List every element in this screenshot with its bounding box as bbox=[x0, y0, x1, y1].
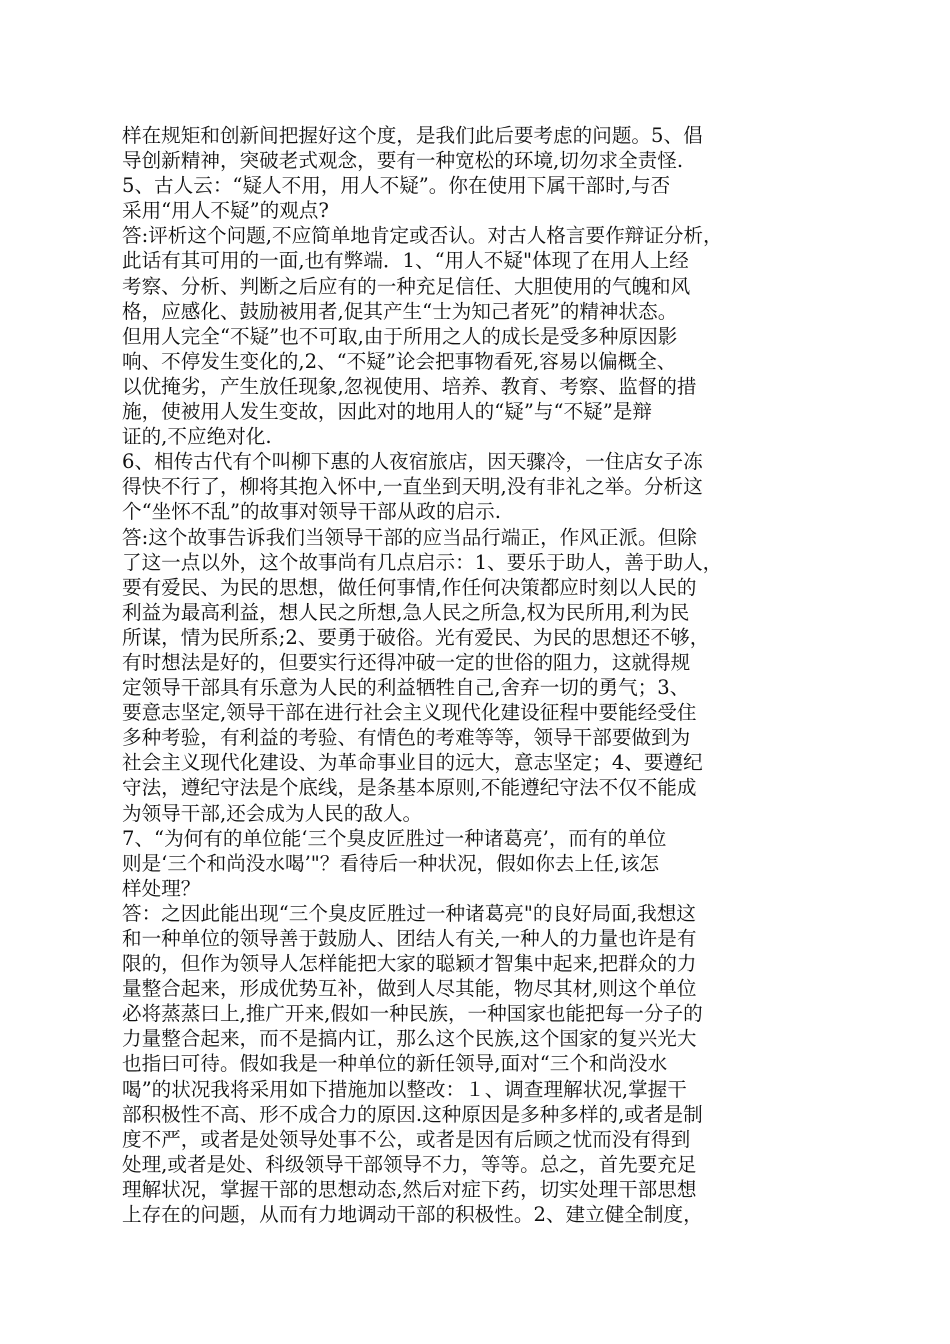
text-line: 格，应感化、鼓励被用者,促其产生“士为知己者死”的精神状态。 bbox=[122, 299, 678, 323]
text-line: 6、相传古代有个叫柳下惠的人夜宿旅店，因天骤冷，一住店女子冻 bbox=[122, 450, 703, 474]
text-line: 限的，但作为领导人怎样能把大家的聪颖才智集中起来,把群众的力 bbox=[122, 952, 697, 976]
document-body bbox=[122, 123, 834, 1227]
text-line: 度不严，或者是处领导处事不公，或者是因有后顾之忧而没有得到 bbox=[122, 1127, 691, 1151]
text-line: 多种考验，有利益的考验、有情色的考难等等，领导干部要做到为 bbox=[122, 726, 691, 750]
text-line: 利益为最高利益，想人民之所想,急人民之所急,权为民所用,利为民 bbox=[122, 600, 690, 624]
text-line: 了这一点以外，这个故事尚有几点启示：1、要乐于助人，善于助人， bbox=[122, 550, 723, 574]
text-line: 5、古人云：“疑人不用，用人不疑”。你在使用下属干部时,与否 bbox=[122, 174, 671, 198]
text-line: 考察、分析、判断之后应有的一种充足信任、大胆使用的气魄和风 bbox=[122, 274, 691, 298]
text-line: 7、“为何有的单位能‘三个臭皮匠胜过一种诸葛亮’，而有的单位 bbox=[122, 826, 667, 850]
text-line: 样处理？ bbox=[122, 876, 201, 900]
text-line: 处理,或者是处、科级领导干部领导不力，等等。总之，首先要充足 bbox=[122, 1152, 697, 1176]
text-line: 证的,不应绝对化. bbox=[122, 425, 272, 449]
text-line: 必将蒸蒸曰上,推广开来,假如一种民族，一种国家也能把每一分子的 bbox=[122, 1002, 703, 1026]
text-line: 答:这个故事告诉我们当领导干部的应当品行端正，作风正派。但除 bbox=[122, 525, 697, 549]
text-line: 理解状况，掌握干部的思想动态,然后对症下药，切实处理干部思想 bbox=[122, 1177, 697, 1201]
text-line: 得快不行了，柳将其抱入怀中,一直坐到天明,没有非礼之举。分析这 bbox=[122, 475, 703, 499]
text-line: 响、不停发生变化的,2、“不疑”论会把事物看死,容易以偏概全、 bbox=[122, 349, 677, 373]
text-line: 此话有其可用的一面,也有弊端．1、“用人不疑"体现了在用人上经 bbox=[122, 249, 689, 273]
text-line: 以优掩劣，产生放任现象,忽视使用、培养、教育、考察、监督的措 bbox=[122, 374, 697, 398]
text-line: 但用人完全“不疑”也不可取,由于所用之人的成长是受多种原因影 bbox=[122, 324, 678, 348]
text-line: 部积极性不高、形不成合力的原因.这种原因是多种多样的,或者是制 bbox=[122, 1102, 703, 1126]
text-line: 样在规矩和创新间把握好这个度，是我们此后要考虑的问题。5、倡 bbox=[122, 124, 703, 147]
text-line: 和一种单位的领导善于鼓励人、团结人有关,一种人的力量也许是有 bbox=[122, 927, 697, 950]
text-line: 答:评析这个问题,不应简单地肯定或否认。对古人格言要作辩证分析， bbox=[122, 224, 723, 248]
text-line: 为领导干部,还会成为人民的敌人。 bbox=[122, 801, 423, 825]
text-line: 个“坐怀不乱”的故事对领导干部从政的启示. bbox=[122, 500, 501, 524]
text-line: 导创新精神，突破老式观念，要有一种宽松的环境,切勿求全责怪. bbox=[122, 149, 684, 173]
text-line: 社会主义现代化建设、为革命事业目的远大，意志坚定；4、要遵纪 bbox=[122, 751, 703, 775]
text-line: 守法，遵纪守法是个底线，是条基本原则,不能遵纪守法不仅不能成 bbox=[122, 776, 697, 800]
text-line: 施，使被用人发生变故，因此对的地用人的“疑”与“不疑”是辩 bbox=[122, 400, 652, 424]
text-line: 量整合起来，形成优势互补，做到人尽其能，物尽其材,则这个单位 bbox=[122, 977, 697, 1001]
text-line: 所谋，情为民所系;2、要勇于破俗。光有爱民、为民的思想还不够， bbox=[122, 625, 710, 649]
text-line: 也指曰可待。假如我是一种单位的新任领导,面对“三个和尚没水 bbox=[122, 1052, 668, 1076]
text-line: 要意志坚定,领导干部在进行社会主义现代化建设征程中要能经受住 bbox=[122, 701, 697, 725]
text-line: 采用“用人不疑”的观点? bbox=[122, 199, 329, 223]
text-line: 要有爱民、为民的思想，做任何事情,作任何决策都应时刻以人民的 bbox=[122, 575, 697, 599]
text-line: 定领导干部具有乐意为人民的利益牺牲自己,舍弃一切的勇气；3、 bbox=[122, 676, 690, 700]
text-line: 有时想法是好的，但要实行还得冲破一定的世俗的阻力，这就得规 bbox=[122, 650, 691, 674]
text-line: 则是‘三个和尚没水喝’"？看待后一种状况，假如你去上任,该怎 bbox=[122, 851, 660, 875]
text-line: 上存在的问题，从而有力地调动干部的积极性。2、建立健全制度， bbox=[122, 1203, 703, 1227]
text-line: 喝”的状况我将采用如下措施加以整改：１、调查理解状况,掌握干 bbox=[122, 1077, 687, 1101]
text-line: 答：之因此能出现“三个臭皮匠胜过一种诸葛亮"的良好局面,我想这 bbox=[122, 901, 696, 925]
text-line: 力量整合起来，而不是搞内讧，那么这个民族,这个国家的复兴光大 bbox=[122, 1027, 697, 1051]
